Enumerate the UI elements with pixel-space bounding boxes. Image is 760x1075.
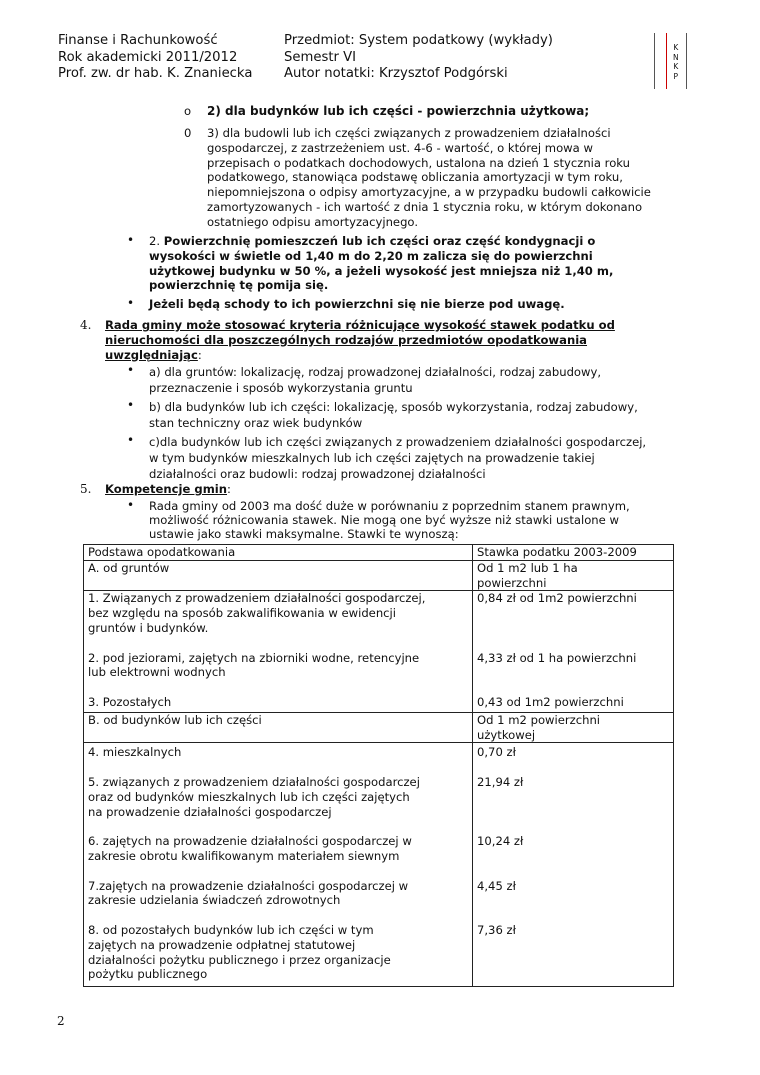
logo-red-line (666, 33, 667, 89)
table-cell: B. od budynków lub ich części (84, 712, 473, 743)
section-number: 4. (80, 318, 92, 332)
bullet-icon: • (127, 296, 135, 310)
sub-item-2: 2) dla budynków lub ich części - powierzchnia użytkowa; (207, 104, 590, 118)
criteria-item: a) dla gruntów: lokalizację, rodzaj prowadzonej działalności, rodzaj zabudowy, przeznaczenie i sposób wykorzystania gruntu (149, 365, 602, 395)
bullet-icon: • (127, 398, 135, 412)
sub-marker: o (184, 104, 192, 118)
colon: : (197, 347, 202, 362)
bullet-icon: • (127, 233, 135, 247)
sub-marker: 0 (184, 126, 192, 140)
bullet-prefix: 2. (149, 234, 164, 248)
section5-heading (105, 482, 231, 497)
sub-item-3: 3) dla budowli lub ich części związanych z prowadzeniem działalności gospodarczej, z zastrzeżeniem ust. 4-6 - wartość, o której mowa w przepisach o podatkach dochodowych, ustalona na dzień 1 stycznia roku podatkowego, stanowiąca podstawę obliczania amortyzacji w tym roku, niepomniejszona o odpisy amortyzacyjne, a w przypadku budowli całkowicie zamortyzowanych - ich wartość z dnia 1 stycznia roku, w którym dokonano ostatniego odpisu amortyzacyjnego. (207, 126, 651, 229)
criteria-item: b) dla budynków lub ich części: lokalizację, sposób wykorzystania, rodzaj zabudowy, stan techniczny oraz wiek budynków (149, 400, 638, 430)
logo-text: K N K P (673, 43, 679, 81)
colon: : (227, 482, 231, 496)
table-cell: Od 1 m2 lub 1 ha powierzchni (473, 560, 674, 591)
competence-item: Rada gminy od 2003 ma dość duże w porównaniu z poprzednim stanem prawnym, możliwość różnicowania stawek. Nie mogą one być wyższe niż stawki ustalone w ustawie jako stawki maksymalne. Stawki te wynoszą: (149, 499, 630, 542)
table-row (84, 591, 674, 712)
table-cell: 4. mieszkalnych 5. związanych z prowadzeniem działalności gospodarczej oraz od budynków mieszkalnych lub ich części zajętych na prowadzenie działalności gospodarczej 6. zajętych na prowadzenie działalności gospodarczej w zakresie obrotu kwalifikowanym materiałem siewnym 7.zajętych na prowadzenie działalności gospodarczej w zakresie udzielania świadczeń zdrowotnych 8. od pozostałych budynków lub ich części w tym zajętych na prowadzenie odpłatnej statutowej działalności pożytku publicznego i przez organizacje pożytku publicznego (84, 743, 473, 987)
knkp-logo (654, 33, 687, 89)
table-header: Stawka podatku 2003-2009 (473, 545, 674, 561)
table-cell: A. od gruntów (84, 560, 473, 591)
header-subject-info: Przedmiot: System podatkowy (wykłady) Semestr VI Autor notatki: Krzysztof Podgórski (284, 33, 553, 81)
table-header-row (84, 545, 674, 561)
section4-heading (105, 318, 615, 362)
table-cell: 0,84 zł od 1m2 powierzchni 4,33 zł od 1 ha powierzchni 0,43 od 1m2 powierzchni (473, 591, 674, 712)
table-cell: 1. Związanych z prowadzeniem działalności gospodarczej, bez względu na sposób zakwalifikowania w ewidencji gruntów i budynków. 2. pod jeziorami, zajętych na zbiorniki wodne, retencyjne lub elektrowni wodnych 3. Pozostałych (84, 591, 473, 712)
section-number: 5. (80, 482, 92, 496)
table-row (84, 560, 674, 591)
table-cell: Od 1 m2 powierzchni użytkowej (473, 712, 674, 743)
table-cell: 0,70 zł 21,94 zł 10,24 zł 4,45 zł 7,36 zł (473, 743, 674, 987)
table-header: Podstawa opodatkowania (84, 545, 473, 561)
bullet-text: Powierzchnię pomieszczeń lub ich części oraz część kondygnacji o wysokości w świetle od 1,40 m do 2,20 m zalicza się do powierzchni użytkowej budynku w 50 %, a jeżeli wysokość jest mniejsza niż 1,40 m, powierzchnię tę pomija się. (149, 234, 614, 293)
criteria-item: c)dla budynków lub ich części związanych z prowadzeniem działalności gospodarczej, w tym budynków mieszkalnych lub ich części zajętych na prowadzenie takiej działalności oraz budowli: rodzaj prowadzonej działalności (149, 435, 647, 481)
bullet-icon: • (127, 498, 135, 512)
section4-title: Rada gminy może stosować kryteria różnicujące wysokość stawek podatku od nieruchomości dla poszczególnych rodzajów przedmiotów opodatkowania uwzględniając (105, 318, 615, 362)
section5-title: Kompetencje gmin (105, 482, 228, 496)
bullet-icon: • (127, 433, 135, 447)
bullet-item (149, 234, 709, 293)
tax-rates-table (83, 544, 674, 987)
page-number: 2 (57, 1014, 65, 1028)
table-row (84, 712, 674, 743)
bullet-icon: • (127, 363, 135, 377)
header-course-info: Finanse i Rachunkowość Rok akademicki 2011/2012 Prof. zw. dr hab. K. Znaniecka (58, 33, 253, 81)
bullet-item: Jeżeli będą schody to ich powierzchni się nie bierze pod uwagę. (149, 297, 565, 311)
table-row (84, 743, 674, 987)
